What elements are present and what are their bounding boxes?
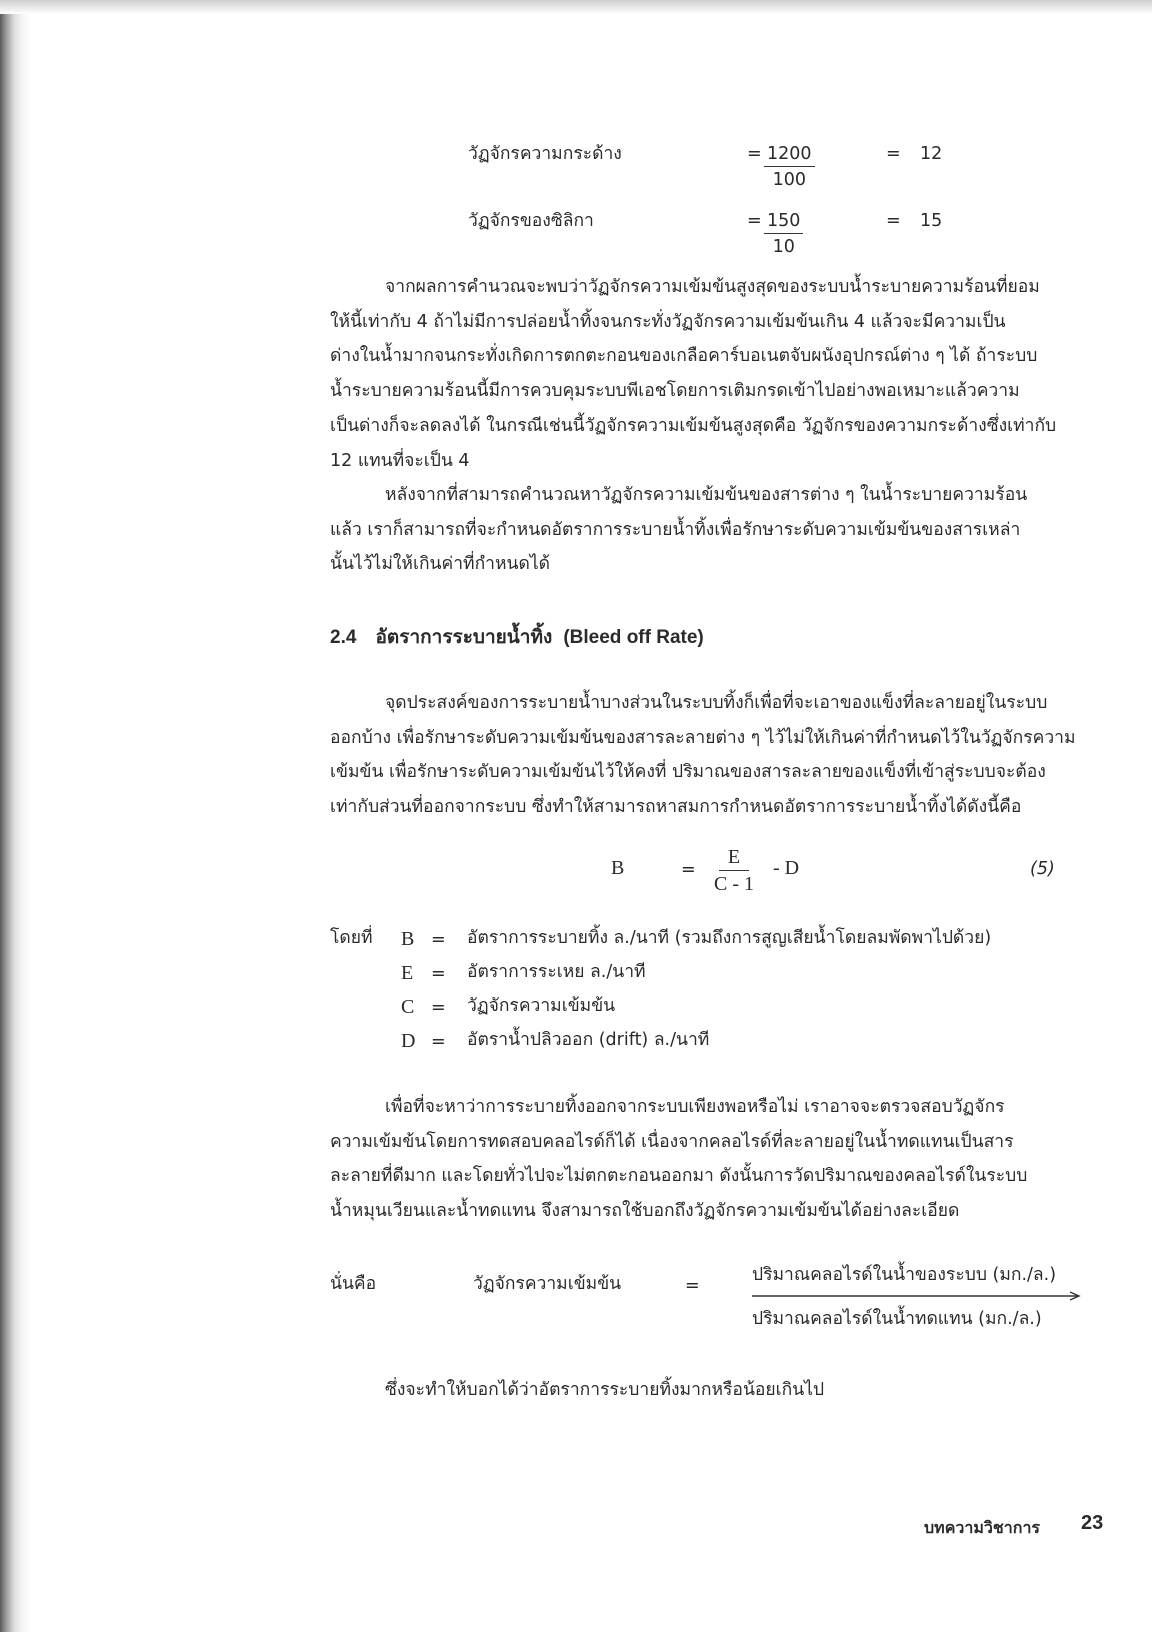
definition-symbol: E: [401, 962, 414, 984]
equation-numerator: E: [719, 846, 749, 871]
definitions-intro: โดยที่: [330, 928, 373, 948]
paragraph-max-cycle: [330, 270, 1100, 478]
paragraph-line: ออกบ้าง เพื่อรักษาระดับความเข้มข้นของสารละลายต่าง ๆ ไว้ไม่ให้เกินค่าที่กำหนดไว้ในวัฏจักรความ: [330, 727, 1076, 748]
definition-text: อัตราการระบายทิ้ง ล./นาที (รวมถึงการสูญเสียน้ำโดยลมพัดพาไปด้วย): [467, 928, 992, 948]
paragraph-line: 12 แทนที่จะเป็น 4: [330, 450, 470, 471]
page-binding-edge: [0, 0, 30, 1632]
paragraph-line: หลังจากที่สามารถคำนวณหาวัฏจักรความเข้มข้นของสารต่าง ๆ ในน้ำระบายความร้อน: [385, 485, 1028, 505]
equation-lhs: B: [611, 857, 625, 879]
definition-text: อัตราการระเหย ล./นาที: [467, 962, 646, 982]
equation-number: (5): [1030, 859, 1055, 879]
silica-result: 15: [920, 211, 943, 231]
equation-fraction: [714, 846, 754, 896]
conclusion-text: ซึ่งจะทำให้บอกได้ว่าอัตราการระบายทิ้งมากหรือน้อยเกินไป: [385, 1380, 825, 1400]
paragraph-bleed-purpose: [330, 686, 1100, 825]
ratio-fraction-arrow: [752, 1291, 1084, 1301]
silica-fraction: [764, 211, 803, 256]
paragraph-line: ให้นี้เท่ากับ 4 ถ้าไม่มีการปล่อยน้ำทิ้งจนกระทั่งวัฏจักรความเข้มข้นเกิน 4 แล้วจะมีความเป็น: [330, 311, 1006, 332]
paragraph-after-calculation: [330, 478, 1100, 582]
silica-denominator: 10: [772, 236, 795, 257]
paragraph-chloride-test: [330, 1090, 1100, 1229]
ratio-equals-sign: =: [685, 1276, 700, 1296]
silica-equals-sign: =: [747, 211, 762, 231]
definition-text: อัตราน้ำปลิวออก (drift) ล./นาที: [467, 1030, 710, 1050]
paragraph-line: น้ำหมุนเวียนและน้ำทดแทน จึงสามารถใช้บอกถึงวัฏจักรความเข้มข้นได้อย่างละเอียด: [330, 1201, 960, 1222]
paragraph-line: ความเข้มข้นโดยการทดสอบคลอไรด์ก็ได้ เนื่องจากคลอไรด์ที่ละลายอยู่ในน้ำทดแทนเป็นสาร: [330, 1131, 1014, 1152]
ratio-denominator: ปริมาณคลอไรด์ในน้ำทดแทน (มก./ล.): [752, 1309, 1042, 1329]
silica-numerator: 150: [764, 213, 803, 234]
paragraph-line: แล้ว เราก็สามารถที่จะกำหนดอัตราการระบายน้ำทิ้งเพื่อรักษาระดับความเข้มข้นของสารเหล่า: [330, 519, 1021, 540]
silica-cycle-label: วัฏจักรของซิลิกา: [468, 211, 594, 231]
paragraph-line: เข้มข้น เพื่อรักษาระดับความเข้มข้นไว้ให้คงที่ ปริมาณของสารละลายของแข็งที่เข้าสู่ระบบจะต้อง: [330, 762, 1046, 783]
hardness-denominator: 100: [772, 169, 806, 190]
paragraph-line: จากผลการคำนวณจะพบว่าวัฏจักรความเข้มข้นสูงสุดของระบบน้ำระบายความร้อนที่ยอม: [385, 277, 1040, 297]
paragraph-line: เป็นด่างก็จะลดลงได้ ในกรณีเช่นนี้วัฏจักรความเข้มข้นสูงสุดคือ วัฏจักรของความกระด้างซึ่งเท่ากับ: [330, 415, 1057, 436]
hardness-cycle-label: วัฏจักรความกระด้าง: [468, 144, 622, 164]
ratio-numerator: ปริมาณคลอไรด์ในน้ำของระบบ (มก./ล.): [752, 1265, 1057, 1285]
paragraph-line: นั้นไว้ไม่ให้เกินค่าที่กำหนดได้: [330, 554, 551, 575]
paragraph-line: น้ำระบายความร้อนนี้มีการควบคุมระบบพีเอชโดยการเติมกรดเข้าไปอย่างพอเหมาะแล้วความ: [330, 381, 1020, 402]
section-heading: [330, 622, 704, 652]
definition-equals-sign: =: [431, 964, 446, 984]
equation-equals-sign: =: [681, 860, 696, 880]
hardness-equals-sign-2: =: [886, 144, 901, 164]
definition-symbol: D: [401, 1030, 416, 1052]
paragraph-line: เท่ากับส่วนที่ออกจากระบบ ซึ่งทำให้สามารถหาสมการกำหนดอัตราการระบายน้ำทิ้งได้ดังนี้คือ: [330, 797, 1022, 818]
definition-equals-sign: =: [431, 930, 446, 950]
paragraph-line: ละลายที่ดีมาก และโดยทั่วไปจะไม่ตกตะกอนออกมา ดังนั้นการวัดปริมาณของคลอไรด์ในระบบ: [330, 1166, 1028, 1187]
definition-symbol: B: [401, 928, 415, 950]
ratio-label: วัฏจักรความเข้มข้น: [473, 1274, 622, 1294]
definition-equals-sign: =: [431, 1032, 446, 1052]
scan-top-shadow: [0, 0, 1152, 14]
definition-text: วัฏจักรความเข้มข้น: [467, 996, 616, 1016]
paragraph-line: ด่างในน้ำมากจนกระทั่งเกิดการตกตะกอนของเกลือคาร์บอเนตจับผนังอุปกรณ์ต่าง ๆ ได้ ถ้าระบบ: [330, 346, 1038, 367]
definition-symbol: C: [401, 996, 415, 1018]
section-number: 2.4: [330, 627, 357, 648]
footer-section-label: บทความวิชาการ: [924, 1518, 1041, 1537]
paragraph-line: จุดประสงค์ของการระบายน้ำบางส่วนในระบบทิ้งก็เพื่อที่จะเอาของแข็งที่ละลายอยู่ในระบบ: [385, 693, 1048, 713]
equation-tail: - D: [773, 857, 800, 879]
hardness-numerator: 1200: [764, 146, 815, 167]
paragraph-line: เพื่อที่จะหาว่าการระบายทิ้งออกจากระบบเพียงพอหรือไม่ เราอาจจะตรวจสอบวัฏจักร: [385, 1097, 1005, 1117]
hardness-fraction: [764, 144, 815, 189]
section-title: อัตราการระบายน้ำทิ้ง: [375, 627, 553, 648]
equation-denominator: C - 1: [714, 873, 754, 895]
hardness-equals-sign: =: [747, 144, 762, 164]
section-title-english: (Bleed off Rate): [563, 627, 704, 648]
ratio-intro: นั่นคือ: [330, 1274, 377, 1294]
silica-equals-sign-2: =: [886, 211, 901, 231]
page-number: 23: [1081, 1512, 1104, 1534]
definition-equals-sign: =: [431, 998, 446, 1018]
hardness-result: 12: [920, 144, 943, 164]
